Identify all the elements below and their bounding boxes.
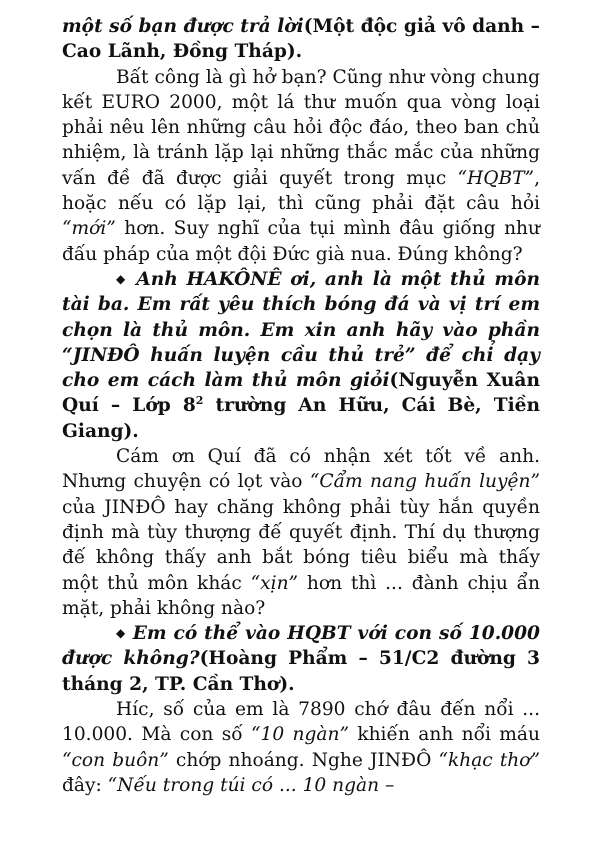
answer-1 <box>62 65 540 267</box>
answer-3-italic-d: “Nếu trong túi có ... 10 ngàn – <box>107 774 395 796</box>
question-2 <box>62 267 540 444</box>
answer-1-text-c: hơn. Suy nghĩ của tụi mình đâu giống như đấu pháp của một đội Đức già nua. Đúng không? <box>62 218 540 265</box>
question-2-italic: Anh HAKÔNÊ ơi, anh là một thủ môn tài ba. Em rất yêu thích bóng đá và vị trí em chọn là thủ môn. Em xin anh hãy vào phần “JINĐÔ huấn luyện cầu thủ trẻ” để chỉ dạy cho em cách làm thủ môn giỏi <box>62 268 540 392</box>
text-column <box>62 14 540 798</box>
answer-3-italic-a: “10 ngàn” <box>251 724 349 746</box>
answer-1-italic-b: “mới” <box>62 218 116 240</box>
answer-2-text-c: hơn thì ... đành chịu ẩn mặt, phải không nào? <box>62 572 541 619</box>
question-1-italic: một số bạn được trả lời <box>62 16 304 37</box>
question-1-tail <box>62 14 540 65</box>
answer-1-italic-a: “HQBT” <box>457 167 535 189</box>
answer-2-italic-a: “Cẩm nang huấn luyện” <box>309 471 540 493</box>
question-3 <box>62 621 540 697</box>
answer-3-text-a: Híc, số của em là 7890 chớ đâu đến nổi ... 10.000. Mà con số <box>62 699 540 746</box>
diamond-bullet-icon: ◆ <box>116 271 128 286</box>
answer-2-italic-b: “xịn” <box>250 572 299 594</box>
question-3-italic: Em có thể vào HQBT với con số 10.000 được không? <box>62 623 540 670</box>
question-2-signature-a: (Nguyễn Xuân Quí – Lớp 8 <box>62 370 540 417</box>
answer-3-italic-b: “con buôn” <box>62 749 169 771</box>
answer-1-text-a: Bất công là gì hở bạn? Cũng như vòng chung kết EURO 2000, một lá thư muốn qua vòng loại phải nêu lên những câu hỏi độc đáo, theo ban chủ nhiệm, là tránh lặp lại những thắc mắc của những vấn đề đã được giải quyết trong mục <box>62 66 541 189</box>
answer-1-text-b: , hoặc nếu có lặp lại, thì cũng phải đặt câu hỏi <box>62 167 540 215</box>
question-2-signature-b: trường An Hữu, Cái Bè, Tiền Giang). <box>62 395 540 442</box>
question-1-signature: (Một độc giả vô danh – Cao Lãnh, Đồng Tháp). <box>62 16 540 63</box>
answer-3-text-c: chớp nhoáng. Nghe JINĐÔ <box>168 749 439 771</box>
answer-2 <box>62 444 540 621</box>
answer-3 <box>62 697 540 798</box>
answer-3-text-b: khiến anh nổi máu <box>348 724 540 746</box>
answer-3-italic-c: “khạc thơ” <box>438 749 540 771</box>
answer-2-text-b: của JINĐÔ hay chăng không phải tùy hắn quyền định mà tùy thượng đế quyết định. Thí dụ thượng đế không thấy anh bắt bóng tiêu biểu mà thấy một thủ môn khác <box>62 496 540 594</box>
answer-2-text-a: Cám ơn Quí đã có nhận xét tốt về anh. Nhưng chuyện có lọt vào <box>62 446 540 493</box>
question-2-superscript: 2 <box>195 394 204 408</box>
answer-3-text-d: đây: <box>62 774 108 796</box>
question-3-signature: (Hoàng Phẩm – 51/C2 đường 3 tháng 2, TP. Cần Thơ). <box>62 648 540 695</box>
diamond-bullet-icon: ◆ <box>116 626 126 641</box>
